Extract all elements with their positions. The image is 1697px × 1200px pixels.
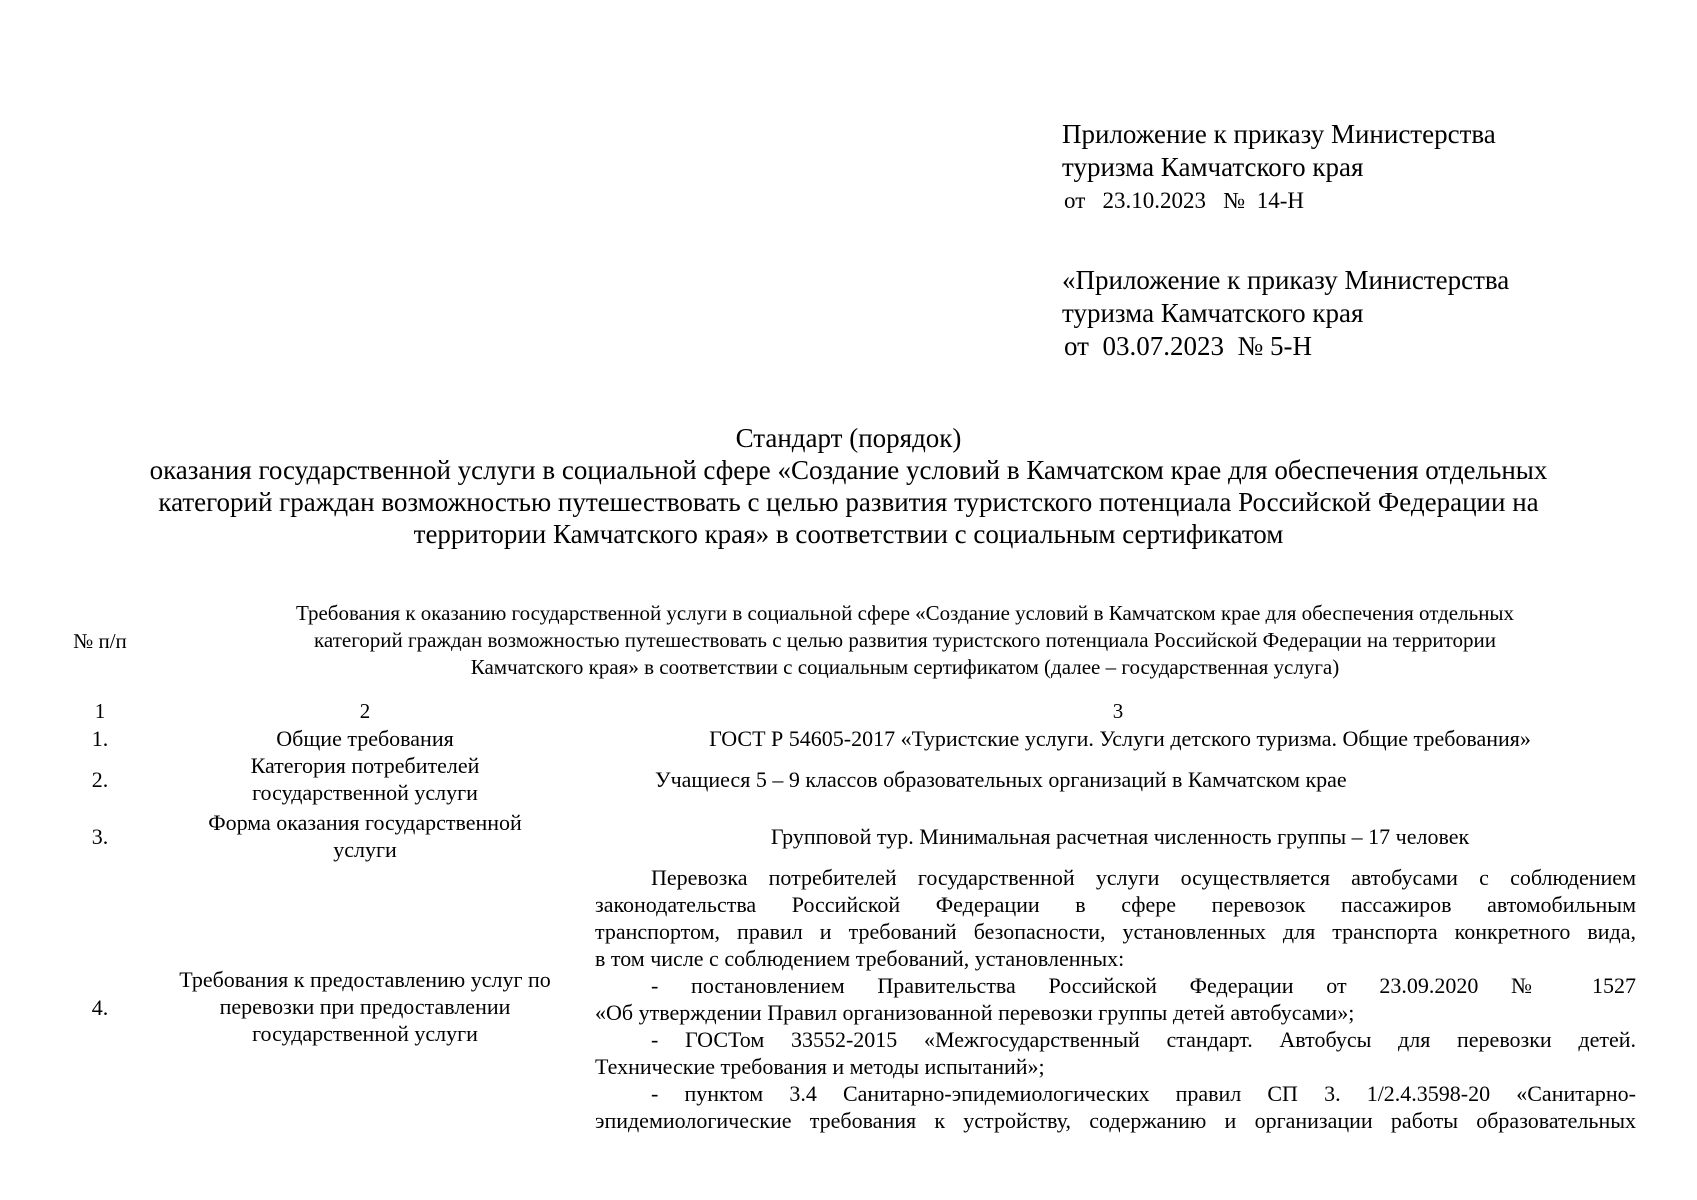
col-number-3: 3 [1112,699,1124,723]
orig-annex-line-3: от 03.07.2023 № 5-Н [1064,331,1312,361]
row-4-value-line-2: законодательства Российской Федерации в сфере перевозок пассажиров автомобильным [595,892,1636,917]
row-2-name-line-2: государственной услуги [252,780,478,805]
col-req-header-line-3: Камчатского края» в соответствии с социальным сертификатом (далее – государственная услуга) [470,655,1340,679]
row-4-value-line-7: - ГОСТом 33552-2015 «Межгосударственный стандарт. Автобусы для перевозки детей. [651,1027,1636,1052]
row-4-value-line-9: - пунктом 3.4 Санитарно-эпидемиологических правил СП 3. 1/2.4.3598-20 «Санитарно- [651,1081,1636,1106]
row-4-value-line-5: - постановлением Правительства Российской Федерации от 23.09.2020 № 1527 [651,973,1636,998]
col-req-header-line-1: Требования к оказанию государственной услуги в социальной сфере «Создание условий в Камчатском крае для обеспечения отдельных [295,601,1515,625]
annex-header [1062,118,1622,217]
row-3-name-line-2: услуги [333,837,397,862]
row-4-name [150,966,580,1047]
col-num-header: № п/п [73,629,127,653]
row-4-name-line-1: Требования к предоставлению услуг по [179,967,551,992]
orig-annex-line-1: «Приложение к приказу Министерства [1062,265,1510,295]
row-2-name-line-1: Категория потребителей [250,753,480,778]
col-req-header [160,600,1650,681]
col-number-2: 2 [359,699,371,723]
row-4-name-line-2: перевозки при предоставлении [219,994,511,1019]
col-number-1: 1 [94,699,106,723]
row-4-value-line-1: Перевозка потребителей государственной услуги осуществляется автобусами с соблюдением [651,865,1636,890]
row-3-value: Групповой тур. Минимальная расчетная численность группы – 17 человек [770,824,1470,849]
row-1-num: 1. [91,726,109,751]
row-4-name-line-3: государственной услуги [252,1021,478,1046]
row-4-num: 4. [91,995,109,1020]
orig-annex-line-2: туризма Камчатского края [1062,298,1364,328]
row-1-value: ГОСТ Р 54605-2017 «Туристские услуги. Услуги детского туризма. Общие требования» [709,726,1531,751]
annex-line-3: от 23.10.2023 № 14-Н [1064,188,1304,213]
row-3-name [150,809,580,863]
annex-line-2: туризма Камчатского края [1062,152,1364,182]
annex-line-1: Приложение к приказу Министерства [1062,119,1496,149]
row-4-value-line-6: «Об утверждении Правил организованной перевозки группы детей автобусами»; [595,1000,1355,1025]
title-line-1: Стандарт (порядок) [735,423,962,453]
title-line-4: территории Камчатского края» в соответствии с социальным сертификатом [413,519,1284,549]
row-4-value-line-8: Технические требования и методы испытаний»; [595,1054,1045,1079]
row-2-num: 2. [91,767,109,792]
row-4-value [595,864,1636,1134]
col-req-header-line-2: категорий граждан возможностью путешествовать с целью развития туристского потенциала Российской Федерации на территории [314,628,1496,652]
row-3-num: 3. [91,824,109,849]
row-4-value-line-10: эпидемиологические требования к устройству, содержанию и организации работы образовательных [595,1108,1636,1133]
title-line-3: категорий граждан возможностью путешествовать с целью развития туристского потенциала Российской Федерации на [158,487,1539,517]
row-4-value-line-3: транспортом, правил и требований безопасности, установленных для транспорта конкретного вида, [595,919,1636,944]
document-title [100,422,1597,550]
row-3-name-line-1: Форма оказания государственной [208,810,522,835]
title-line-2: оказания государственной услуги в социальной сфере «Создание условий в Камчатском крае для обеспечения отдельных [149,455,1548,485]
row-1-name: Общие требования [276,726,454,751]
row-2-value: Учащиеся 5 – 9 классов образовательных организаций в Камчатском крае [655,767,1347,792]
row-4-value-line-4: в том числе с соблюдением требований, установленных: [595,946,1125,971]
original-annex-header [1062,264,1642,363]
row-2-name [150,752,580,806]
